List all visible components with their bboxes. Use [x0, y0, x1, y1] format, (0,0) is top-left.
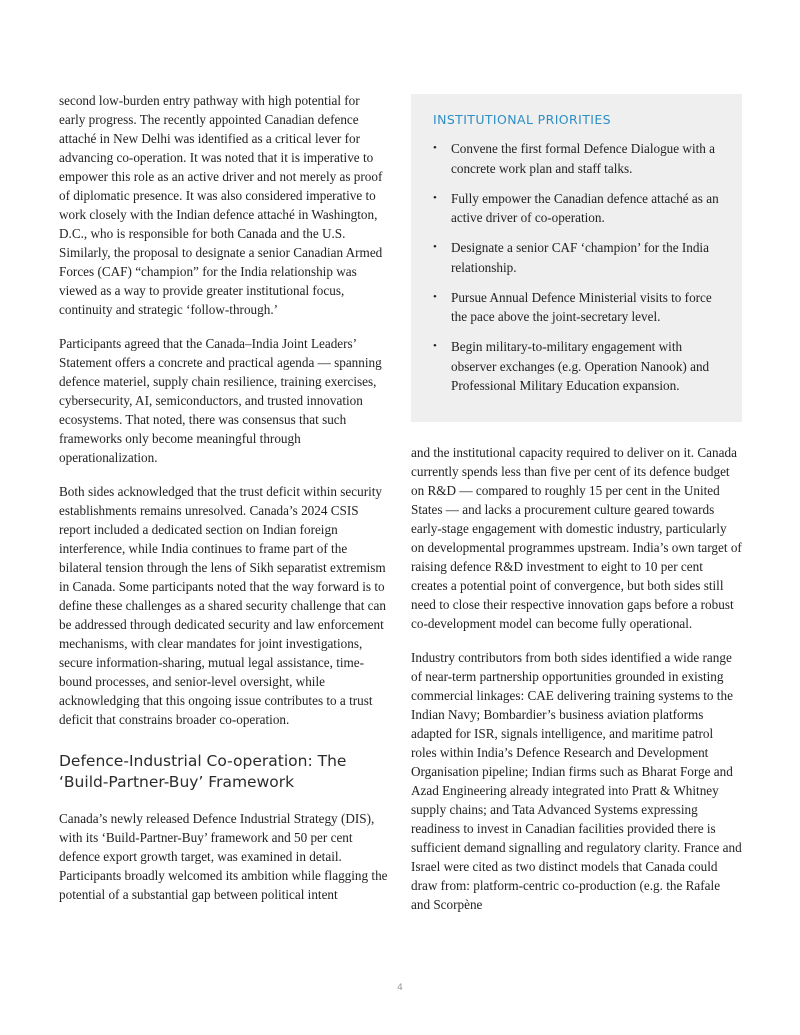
left-column [59, 91, 389, 919]
paragraph: Industry contributors from both sides identified a wide range of near-term partnership opportunities grounded in existing commercial linkages: CAE delivering training systems to the Indian Navy; Bombardier’s business aviation platforms adapted for ISR, signals intelligence, and maritime patrol roles within India’s Defence Research and Development Organisation pipeline; Indian firms such as Bharat Forge and Azad Engineering already integrated into Pratt & Whitney supply chains; and Tata Advanced Systems expressing readiness to invest in Canadian facilities provided there is sufficient demand signalling and regulatory clarity. France and Israel were cited as two distinct models that Canada could draw from: platform-centric co-production (e.g. the Rafale and Scorpène [411, 650, 742, 912]
paragraph: Canada’s newly released Defence Industrial Strategy (DIS), with its ‘Build-Partner-Buy’ framework and 50 per cent defence export growth target, was examined in detail. Participants broadly welcomed its ambition while flagging the potential of a substantial gap between political intent [59, 811, 388, 902]
list-item: • Begin military-to-military engagement with observer exchanges (e.g. Operation Nanook) and Professional Military Education expansion. [433, 337, 720, 396]
list-item: • Convene the first formal Defence Dialogue with a concrete work plan and staff talks. [433, 139, 720, 178]
paragraph: second low-burden entry pathway with high potential for early progress. The recently appointed Canadian defence attaché in New Delhi was identified as a critical lever for advancing co-operation. It was noted that it is imperative to empower this role as an active driver and not merely as proof of diplomatic presence. It was also considered imperative to work closely with the Indian defence attaché in Washington, D.C., who is responsible for both Canada and the U.S. Similarly, the proposal to designate a senior Canadian Armed Forces (CAF) “champion” for the India relationship was viewed as a way to provide greater institutional focus, continuity and strategic ‘follow-through.’ [59, 93, 383, 317]
paragraph: Both sides acknowledged that the trust deficit within security establishments remains unresolved. Canada’s 2024 CSIS report included a dedicated section on Indian foreign interference, while India continues to frame part of the bilateral tension through the lens of Sikh separatist extremism in Canada. Some participants noted that the way forward is to define these challenges as a shared security challenge that can be addressed through dedicated security and law enforcement mechanisms, with clear mandates for joint investigations, secure information-sharing, mutual legal assistance, time-bound processes, and senior-level oversight, while acknowledging that this ongoing issue contributes to a trust deficit that constrains broader co-operation. [59, 484, 386, 727]
page-number: 4 [397, 983, 403, 993]
paragraph: Participants agreed that the Canada–India Joint Leaders’ Statement offers a concrete and practical agenda — spanning defence materiel, supply chain resilience, training exercises, cybersecurity, AI, semiconductors, and trusted innovation ecosystems. That noted, there was consensus that such frameworks only become meaningful through operationalization. [59, 336, 382, 465]
priority-list [433, 139, 720, 396]
right-column [411, 443, 742, 929]
list-item: • Pursue Annual Defence Ministerial visits to force the pace above the joint-secretary level. [433, 288, 720, 327]
paragraph: and the institutional capacity required to deliver on it. Canada currently spends less than five per cent of its defence budget on R&D — compared to roughly 15 per cent in the United States — and lacks a procurement culture geared towards early-stage engagement with domestic industry, particularly on developmental programmes upstream. India’s own target of raising defence R&D investment to eight to 10 per cent creates a potential point of convergence, but both sides still need to close their respective innovation gaps before a robust co-development model can become fully operational. [411, 445, 742, 631]
sidebar-title: INSTITUTIONAL PRIORITIES [433, 112, 611, 127]
list-item: • Designate a senior CAF ‘champion’ for the India relationship. [433, 238, 720, 277]
list-item: • Fully empower the Canadian defence attaché as an active driver of co-operation. [433, 189, 720, 228]
section-heading: Defence-Industrial Co-operation: The ‘Build-Partner-Buy’ Framework [59, 752, 347, 791]
institutional-priorities-box [411, 94, 742, 422]
